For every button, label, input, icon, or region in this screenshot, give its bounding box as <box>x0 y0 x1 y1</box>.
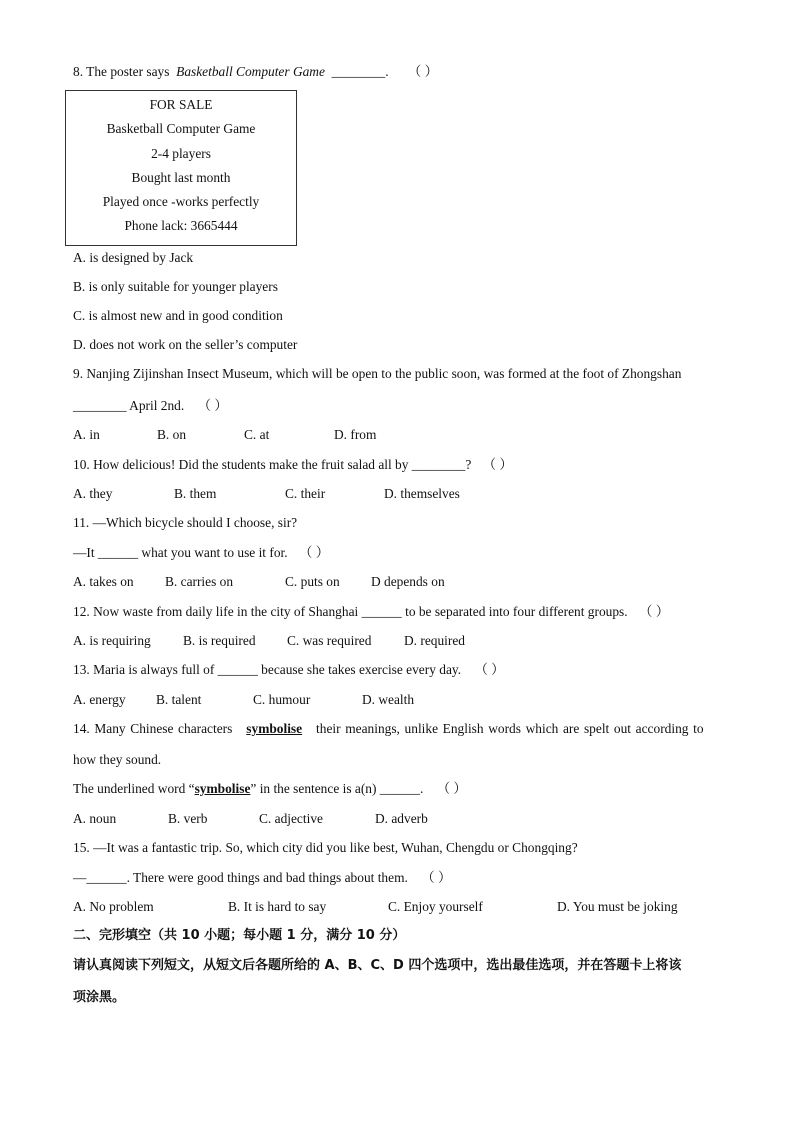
q10-option-c: C. their <box>285 486 326 501</box>
q12-option-b: B. is required <box>183 633 256 648</box>
q11-stem-line2: —It ______ what you want to use it for. （ ） <box>73 545 330 560</box>
q12-option-d: D. required <box>404 633 465 648</box>
q15-option-d: D. You must be joking <box>557 899 678 914</box>
q15-option-a: A. No problem <box>73 899 154 914</box>
q10-option-b: B. them <box>174 486 217 501</box>
q9-stem-line2: ________ April 2nd. （ ） <box>73 398 228 413</box>
for-sale-poster <box>65 90 297 246</box>
q9-option-a: A. in <box>73 427 100 442</box>
q13-option-b: B. talent <box>156 692 202 707</box>
q8-option-a: A. is designed by Jack <box>73 250 194 265</box>
q14-stem-line2: how they sound. <box>73 752 162 767</box>
poster-line: 2-4 players <box>151 146 211 161</box>
q9-option-c: C. at <box>244 427 270 442</box>
underlined-word: symbolise <box>194 781 251 796</box>
q12-option-a: A. is requiring <box>73 633 151 648</box>
q15-stem-line2: —______. There were good things and bad things about them. （ ） <box>73 870 452 885</box>
poster-line: Played once -works perfectly <box>102 194 260 209</box>
q10-option-a: A. they <box>73 486 113 501</box>
q11-option-b: B. carries on <box>165 574 234 589</box>
q8-option-d: D. does not work on the seller’s computer <box>73 337 298 352</box>
q11-stem-line1: 11. —Which bicycle should I choose, sir? <box>73 515 298 530</box>
underlined-word: symbolise <box>246 721 303 736</box>
q13-option-a: A. energy <box>73 692 126 707</box>
q9-option-d: D. from <box>334 427 377 442</box>
poster-line: FOR SALE <box>149 97 213 112</box>
q13-option-c: C. humour <box>253 692 311 707</box>
q11-option-a: A. takes on <box>73 574 134 589</box>
q14-option-c: C. adjective <box>259 811 323 826</box>
q8-option-b: B. is only suitable for younger players <box>73 279 278 294</box>
q12-option-c: C. was required <box>287 633 372 648</box>
section-instruction-line2: 项涂黑。 <box>73 990 126 1005</box>
q14-option-a: A. noun <box>73 811 117 826</box>
q9-stem-line1: 9. Nanjing Zijinshan Insect Museum, which will be open to the public soon, was formed at the foot of Zhongshan <box>73 366 682 381</box>
q11-option-d: D depends on <box>371 574 445 589</box>
q14-stem-line1: 14. Many Chinese characters symbolise their meanings, unlike English words which are spelt out according to <box>73 721 704 736</box>
poster-line: Bought last month <box>131 170 231 185</box>
q14-option-d: D. adverb <box>375 811 428 826</box>
poster-line: Basketball Computer Game <box>106 121 256 136</box>
q8-stem: 8. The poster says Basketball Computer Game ________. （ ） <box>73 64 439 79</box>
q13-option-d: D. wealth <box>362 692 415 707</box>
section-instruction-line1: 请认真阅读下列短文，从短文后各题所给的 A、B、C、D 四个选项中，选出最佳选项，并在答题卡上将该 <box>73 958 682 973</box>
q10-stem: 10. How delicious! Did the students make the fruit salad all by ________? （ ） <box>73 457 513 472</box>
q14-option-b: B. verb <box>168 811 208 826</box>
poster-line: Phone lack: 3665444 <box>124 218 238 233</box>
q12-stem: 12. Now waste from daily life in the city of Shanghai ______ to be separated into four different groups. （ ） <box>73 604 670 619</box>
q15-option-c: C. Enjoy yourself <box>388 899 483 914</box>
q10-option-d: D. themselves <box>384 486 460 501</box>
q8-option-c: C. is almost new and in good condition <box>73 308 283 323</box>
q9-option-b: B. on <box>157 427 187 442</box>
q11-option-c: C. puts on <box>285 574 340 589</box>
q13-stem: 13. Maria is always full of ______ because she takes exercise every day. （ ） <box>73 662 505 677</box>
q15-option-b: B. It is hard to say <box>228 899 327 914</box>
section-heading: 二、完形填空（共 10 小题；每小题 1 分，满分 10 分） <box>73 928 406 943</box>
q15-stem-line1: 15. —It was a fantastic trip. So, which city did you like best, Wuhan, Chengdu or Chongqing? <box>73 840 578 855</box>
q14-stem-line3: The underlined word “symbolise” in the sentence is a(n) ______. （ ） <box>73 781 467 796</box>
